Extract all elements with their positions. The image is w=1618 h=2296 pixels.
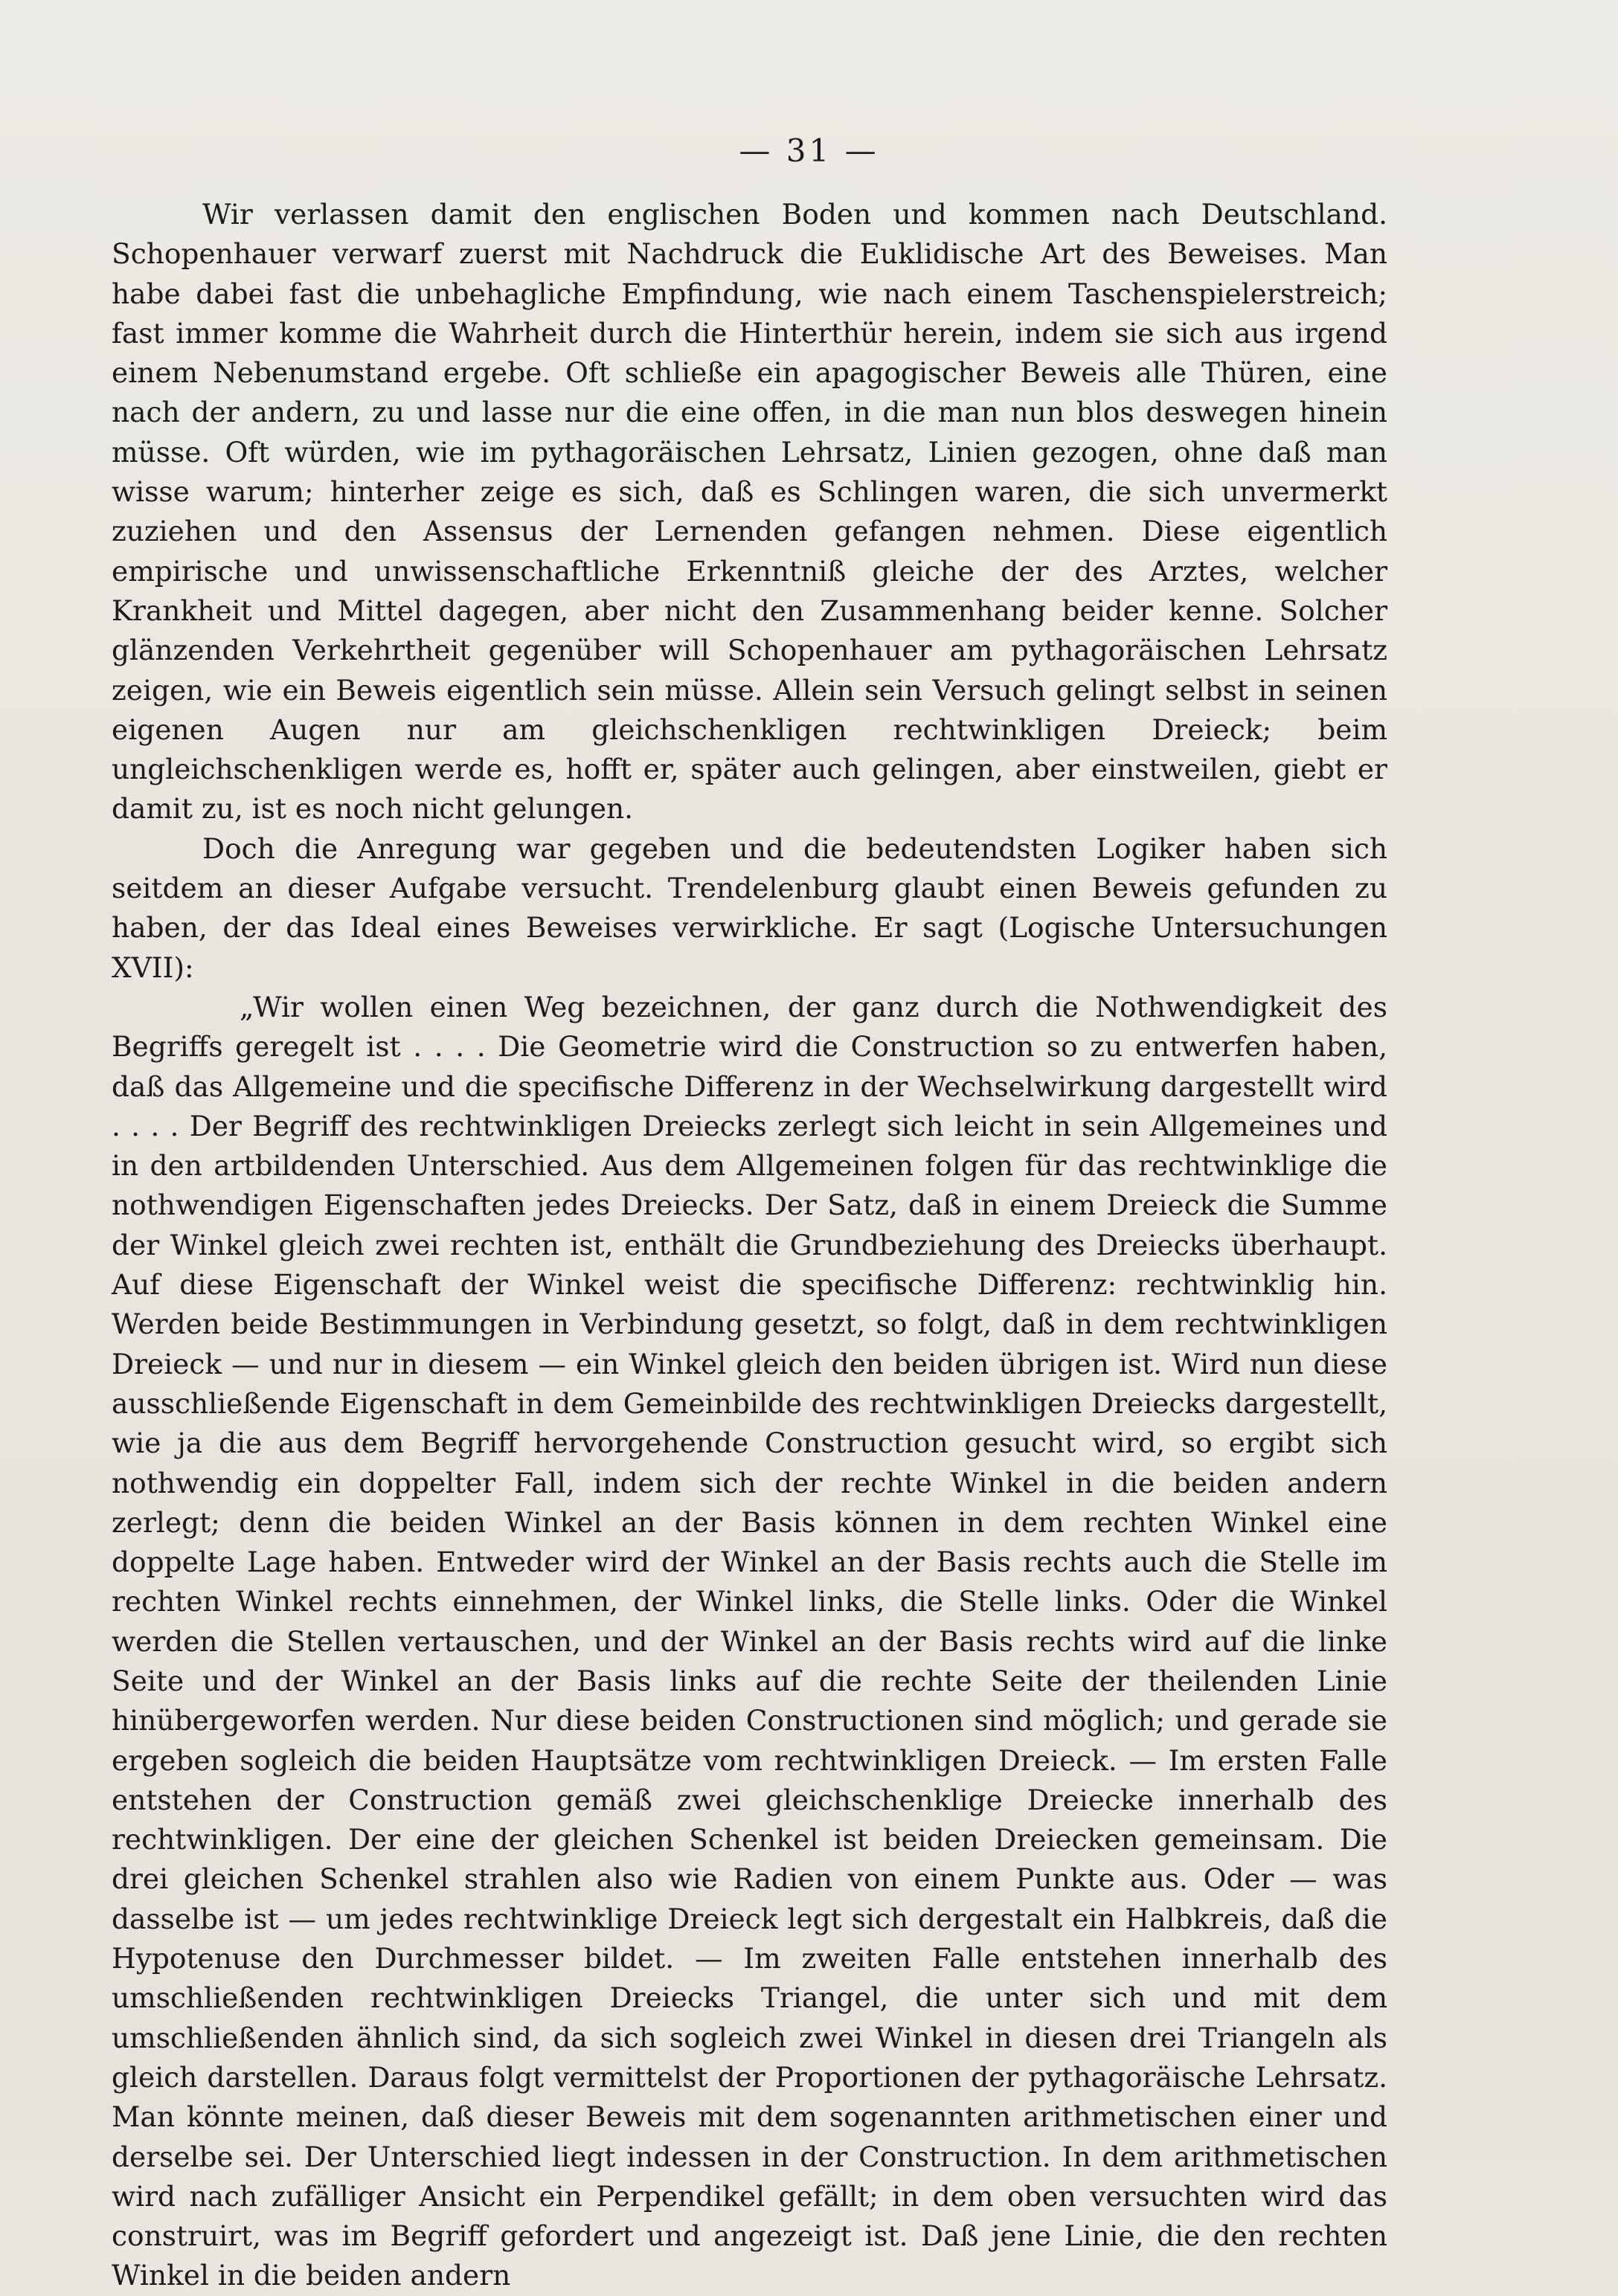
paragraph-trendelenburg-quote: „Wir wollen einen Weg bezeichnen, der ganz durch die Nothwendigkeit des Begriffs geregelt ist . . . . Die Geometrie wird die Construction so zu entwerfen haben, daß das Allgemeine und die specifische Differenz in der Wechselwirkung dargestellt wird . . . . Der Begriff des rechtwinkligen Dreiecks zerlegt sich leicht in sein Allgemeines und in den artbildenden Unterschied. Aus dem Allgemeinen folgen für das rechtwinklige die nothwendigen Eigenschaften jedes Dreiecks. Der Satz, daß in einem Dreieck die Summe der Winkel gleich zwei rechten ist, enthält die Grundbeziehung des Dreiecks überhaupt. Auf diese Eigenschaft der Winkel weist die specifische Differenz: rechtwinklig hin. Werden beide Bestimmungen in Verbindung gesetzt, so folgt, daß in dem rechtwinkligen Dreieck — und nur in diesem — ein Winkel gleich den beiden übrigen ist. Wird nun diese ausschließende Eigenschaft in dem Gemeinbilde des rechtwinkligen Dreiecks dargestellt, wie ja die aus dem Begriff hervorgehende Construction gesucht wird, so ergibt sich nothwendig ein doppelter Fall, indem sich der rechte Winkel in die beiden andern zerlegt; denn die beiden Winkel an der Basis können in dem rechten Winkel eine doppelte Lage haben. Entweder wird der Winkel an der Basis rechts auch die Stelle im rechten Winkel rechts einnehmen, der Winkel links, die Stelle links. Oder die Winkel werden die Stellen vertauschen, und der Winkel an der Basis rechts wird auf die linke Seite und der Winkel an der Basis links auf die rechte Seite der theilenden Linie hinübergeworfen werden. Nur diese beiden Constructionen sind möglich; und gerade sie ergeben sogleich die beiden Hauptsätze vom rechtwinkligen Dreieck. — Im ersten Falle entstehen der Construction gemäß zwei gleichschenklige Dreiecke innerhalb des rechtwinkligen. Der eine der gleichen Schenkel ist beiden Dreiecken gemeinsam. Die drei gleichen Schenkel strahlen also wie Radien von einem Punkte aus. Oder — was dasselbe ist — um jedes rechtwinklige Dreieck legt sich dergestalt ein Halbkreis, daß die Hypotenuse den Durchmesser bildet. — Im zweiten Falle entstehen innerhalb des umschließenden rechtwinkligen Dreiecks Triangel, die unter sich und mit dem umschließenden ähnlich sind, da sich sogleich zwei Winkel in diesen drei Triangeln als gleich darstellen. Daraus folgt vermittelst der Proportionen der pythagoräische Lehrsatz. Man könnte meinen, daß dieser Beweis mit dem sogenannten arithmetischen einer und derselbe sei. Der Unterschied liegt indessen in der Construction. In dem arithmetischen wird nach zufälliger Ansicht ein Perpendikel gefällt; in dem oben versuchten wird das construirt, was im Begriff gefordert und angezeigt ist. Daß jene Linie, die den rechten Winkel in die beiden andern [112, 990, 1387, 2292]
body-text [112, 195, 1387, 2296]
paragraph-trendelenburg-intro: Doch die Anregung war gegeben und die bedeutendsten Logiker haben sich seitdem an dieser Aufgabe versucht. Trendelenburg glaubt einen Beweis gefunden zu haben, der das Ideal eines Beweises verwirkliche. Er sagt (Logische Untersuchungen XVII): [112, 832, 1387, 984]
paragraph-schopenhauer: Wir verlassen damit den englischen Boden und kommen nach Deutschland. Schopenhauer verwarf zuerst mit Nachdruck die Euklidische Art des Beweises. Man habe dabei fast die unbehagliche Empfindung, wie nach einem Taschenspielerstreich; fast immer komme die Wahrheit durch die Hinterthür herein, indem sie sich aus irgend einem Nebenumstand ergebe. Oft schließe ein apagogischer Beweis alle Thüren, eine nach der andern, zu und lasse nur die eine offen, in die man nun blos deswegen hinein müsse. Oft würden, wie im pythagoräischen Lehrsatz, Linien gezogen, ohne daß man wisse warum; hinterher zeige es sich, daß es Schlingen waren, die sich unvermerkt zuziehen und den Assensus der Lernenden gefangen nehmen. Diese eigentlich empirische und unwissenschaftliche Erkenntniß gleiche der des Arztes, welcher Krankheit und Mittel dagegen, aber nicht den Zusammenhang beider kenne. Solcher glänzenden Verkehrtheit gegenüber will Schopenhauer am pythagoräischen Lehrsatz zeigen, wie ein Beweis eigentlich sein müsse. Allein sein Versuch gelingt selbst in seinen eigenen Augen nur am gleichschenkligen rechtwinkligen Dreieck; beim ungleichschenkligen werde es, hofft er, später auch gelingen, aber einstweilen, giebt er damit zu, ist es noch nicht gelungen. [112, 198, 1387, 826]
page-number: — 31 — [739, 132, 879, 169]
